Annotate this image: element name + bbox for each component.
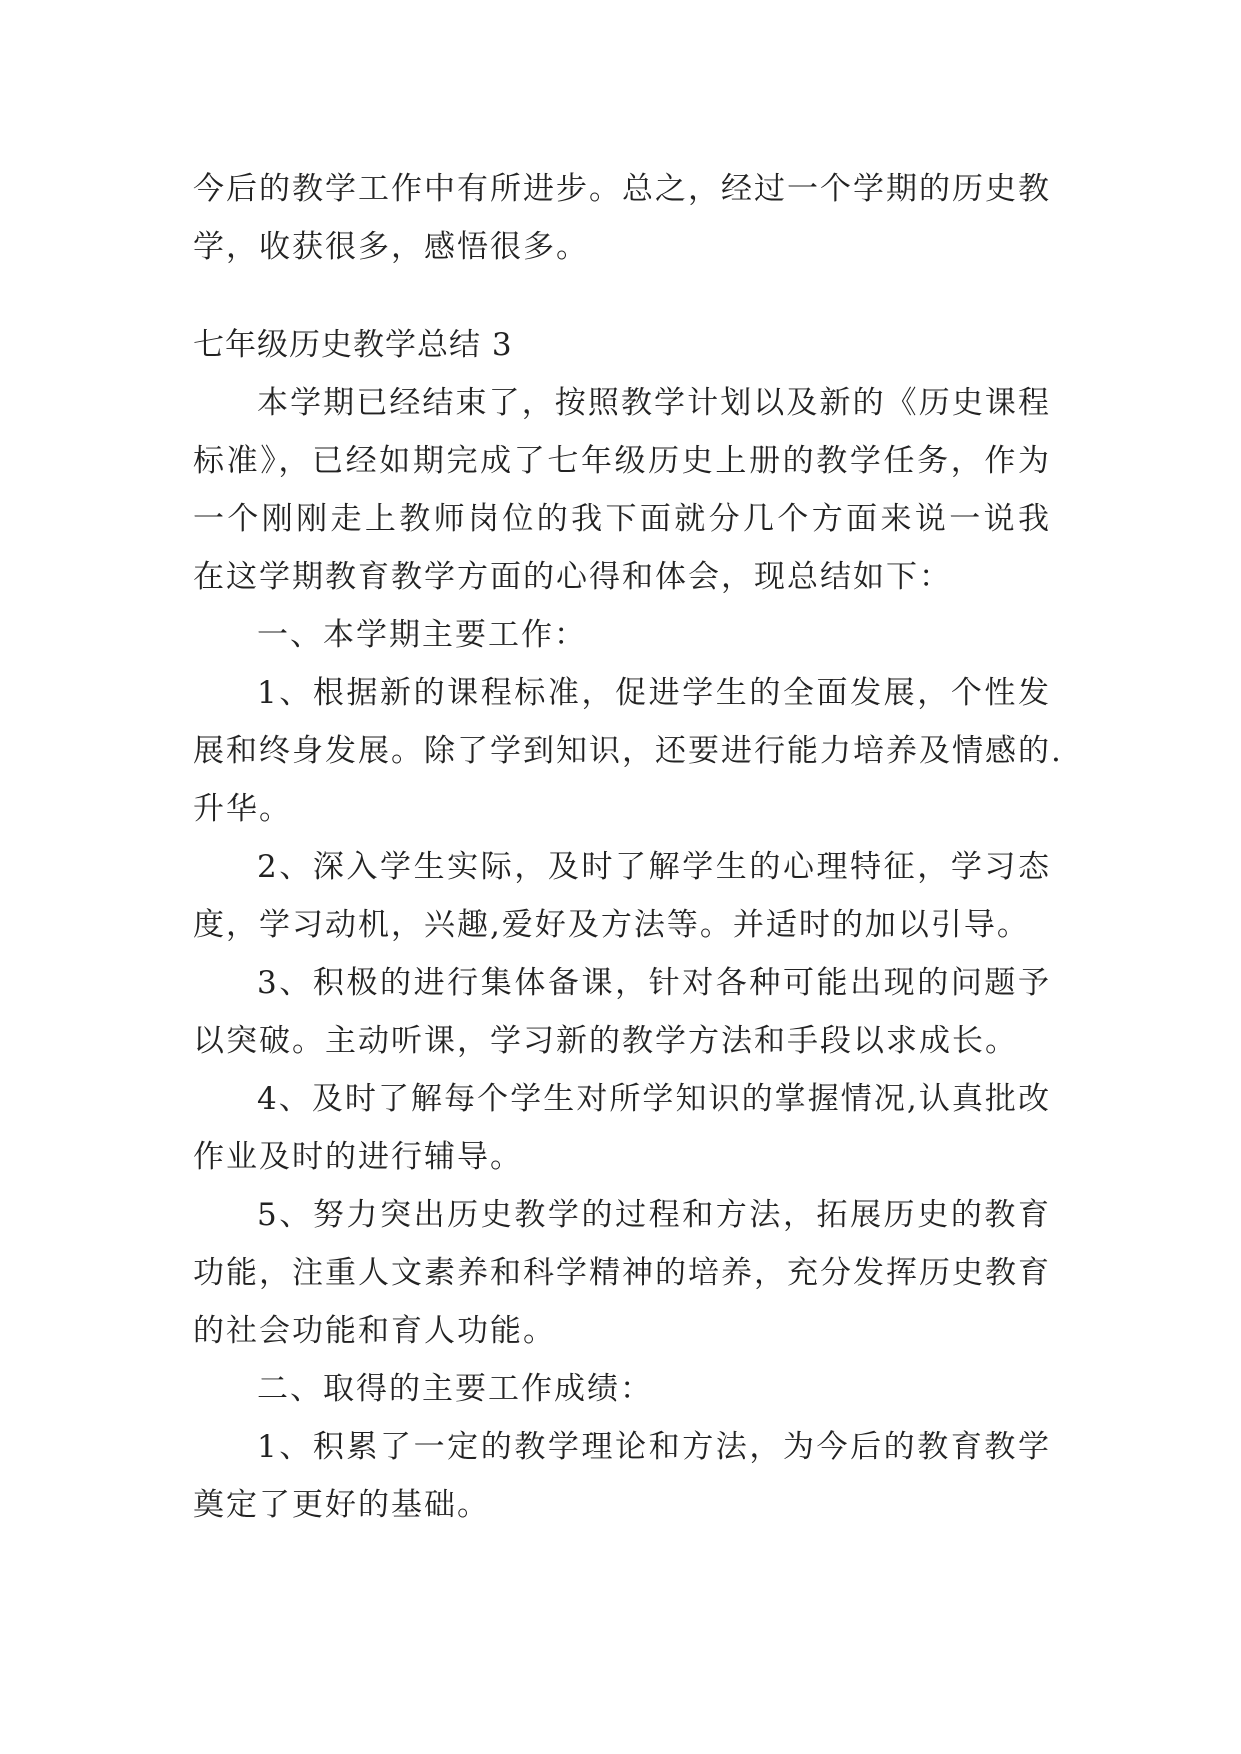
text-line: 学，收获很多，感悟很多。 [193,229,589,265]
text-line: 4、及时了解每个学生对所学知识的掌握情况,认真批改 [257,1081,1051,1117]
list-item-4 [193,1070,1051,1186]
document-body [193,160,1063,1534]
text-line: 以突破。主动听课，学习新的教学方法和手段以求成长。 [193,1023,1018,1059]
text-line: 二、取得的主要工作成绩： [257,1371,653,1407]
text-line: 3、积极的进行集体备课，针对各种可能出现的问题予 [257,965,1051,1001]
text-line: 在这学期教育教学方面的心得和体会，现总结如下： [193,559,952,595]
text-line: 的社会功能和育人功能。 [193,1313,556,1349]
text-line: 本学期已经结束了，按照教学计划以及新的《历史课程 [257,385,1051,421]
list-item-2 [193,838,1051,954]
list-item-5 [193,1186,1051,1360]
text-line: 5、努力突出历史教学的过程和方法，拓展历史的教育 [257,1197,1051,1233]
list-item-1 [193,664,1063,838]
text-line: 一个刚刚走上教师岗位的我下面就分几个方面来说一说我 [193,501,1051,537]
text-line: 1、积累了一定的教学理论和方法，为今后的教育教学 [257,1429,1051,1465]
text-line: 今后的教学工作中有所进步。总之，经过一个学期的历史教 [193,171,1051,207]
achievement-item-1 [193,1418,1051,1534]
text-line: 展和终身发展。除了学到知识，还要进行能力培养及情感的. [193,733,1063,769]
heading-main-work [193,606,1051,664]
text-line: 度，学习动机，兴趣,爱好及方法等。并适时的加以引导。 [193,907,1030,943]
text-line: 升华。 [193,791,292,827]
heading-achievements [193,1360,1051,1418]
section-title: 七年级历史教学总结 3 [193,327,513,363]
list-item-3 [193,954,1051,1070]
text-line: 1、根据新的课程标准，促进学生的全面发展，个性发 [257,675,1051,711]
text-line: 功能，注重人文素养和科学精神的培养，充分发挥历史教育 [193,1255,1051,1291]
intro-paragraph [193,160,1051,276]
text-line: 作业及时的进行辅导。 [193,1139,523,1175]
text-line: 奠定了更好的基础。 [193,1487,490,1523]
paragraph-intro [193,374,1051,606]
text-line: 标准》，已经如期完成了七年级历史上册的教学任务，作为 [193,443,1051,479]
text-line: 一、本学期主要工作： [257,617,587,653]
text-line: 2、深入学生实际，及时了解学生的心理特征，学习态 [257,849,1051,885]
